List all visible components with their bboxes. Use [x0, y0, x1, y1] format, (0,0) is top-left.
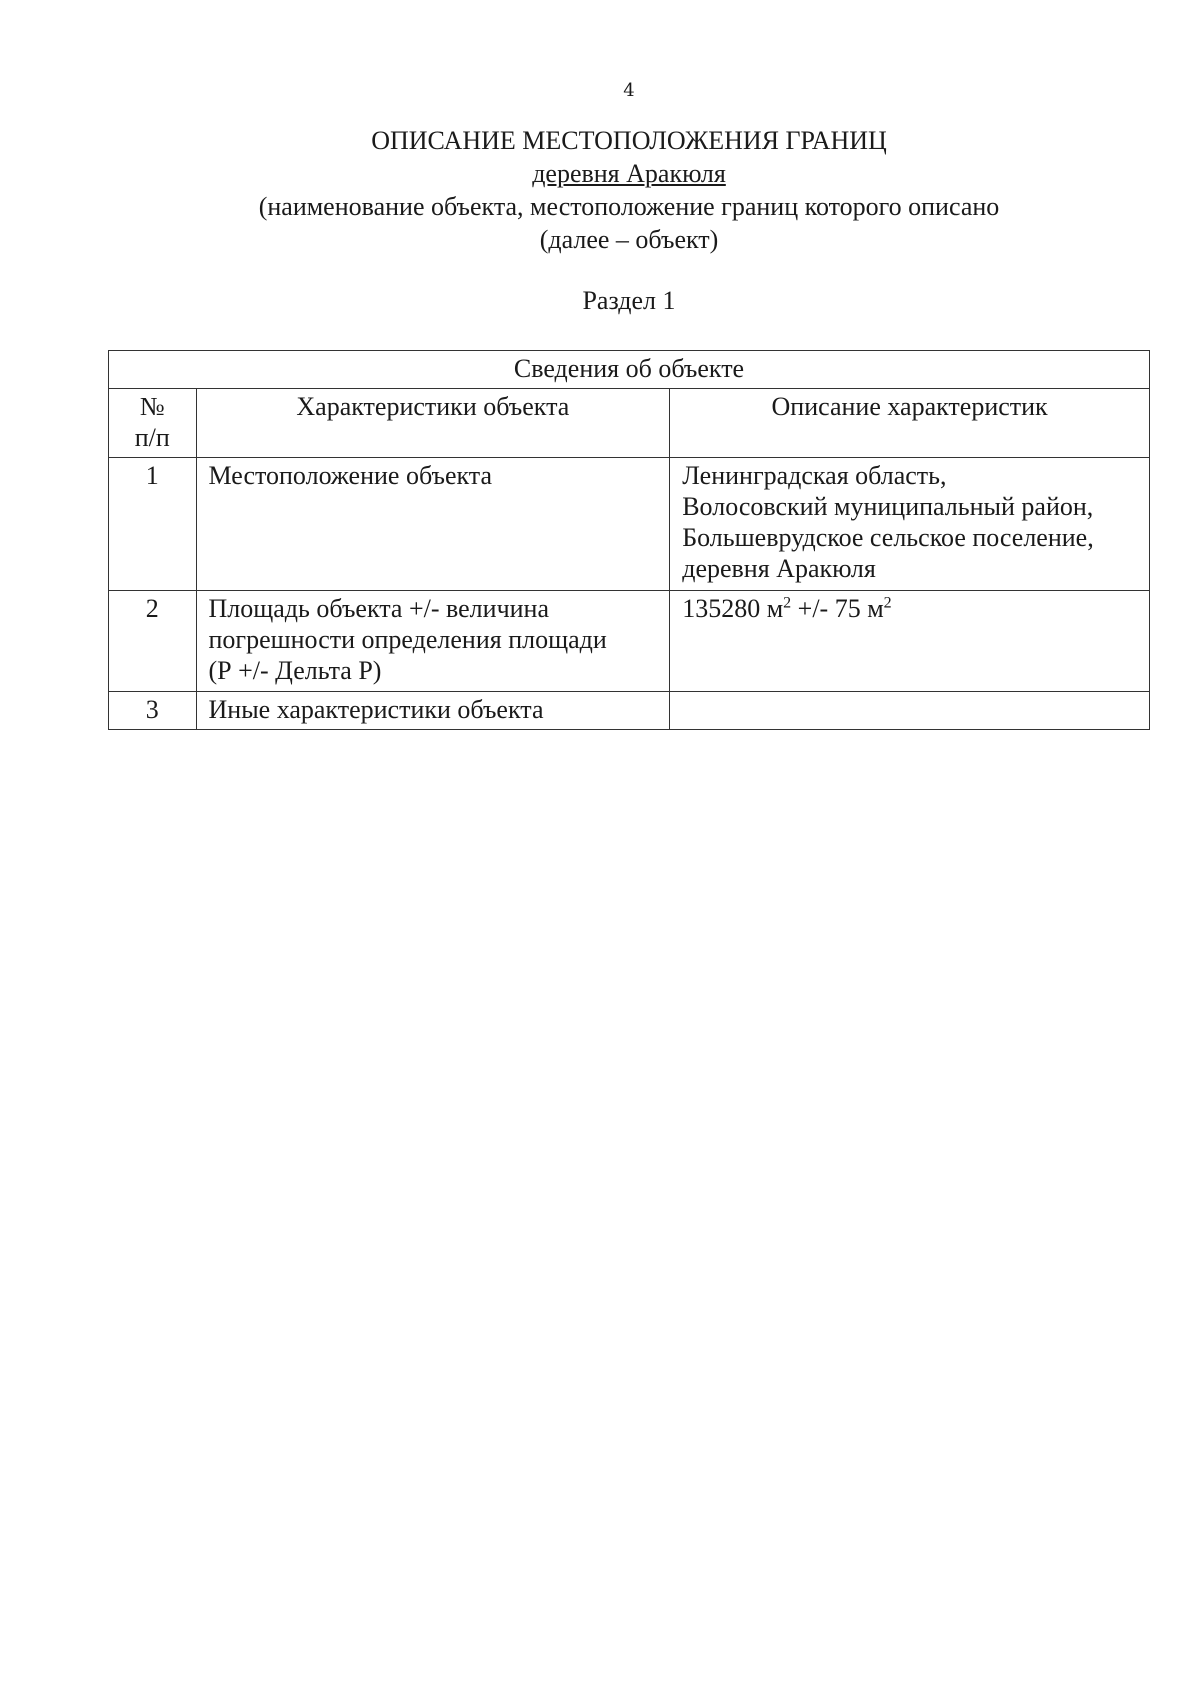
document-title: ОПИСАНИЕ МЕСТОПОЛОЖЕНИЯ ГРАНИЦ	[371, 126, 887, 155]
header-num	[109, 389, 197, 458]
row-num: 3	[109, 692, 197, 730]
characteristic-line: погрешности определения площади	[208, 625, 607, 654]
description-line: Большеврудское сельское поселение,	[682, 523, 1094, 552]
header-num-line-1: №	[139, 392, 165, 421]
object-caption-line-1: (наименование объекта, местоположение границ которого описано	[258, 192, 1000, 221]
row-characteristic: Местоположение объекта	[196, 458, 670, 591]
object-name	[0, 157, 1200, 190]
area-unit-exponent: 2	[783, 594, 792, 612]
row-description	[670, 458, 1150, 591]
section-title: Раздел 1	[582, 286, 676, 315]
characteristic-line: (Р +/- Дельта Р)	[208, 656, 382, 685]
table-row	[109, 591, 1150, 692]
area-tolerance: +/- 75 м	[791, 594, 884, 623]
table-row	[109, 458, 1150, 591]
table-caption-row	[109, 351, 1150, 389]
object-name-text: деревня Аракюля	[532, 159, 726, 188]
table-caption: Сведения об объекте	[109, 351, 1150, 389]
header-description: Описание характеристик	[670, 389, 1150, 458]
description-line: деревня Аракюля	[682, 554, 876, 583]
row-characteristic: Иные характеристики объекта	[196, 692, 670, 730]
header-characteristics: Характеристики объекта	[196, 389, 670, 458]
header-num-line-2: п/п	[134, 423, 170, 452]
row-description	[670, 692, 1150, 730]
row-description	[670, 591, 1150, 692]
row-num: 2	[109, 591, 197, 692]
object-info-table	[108, 350, 1150, 730]
tolerance-unit-exponent: 2	[883, 594, 892, 612]
table-row	[109, 692, 1150, 730]
description-line: Ленинградская область,	[682, 461, 947, 490]
object-caption-line-2: (далее – объект)	[539, 225, 719, 254]
characteristic-line: Площадь объекта +/- величина	[208, 594, 550, 623]
row-characteristic	[196, 591, 670, 692]
description-line: Волосовский муниципальный район,	[682, 492, 1094, 521]
table-header-row	[109, 389, 1150, 458]
row-num: 1	[109, 458, 197, 591]
page-number: 4	[623, 80, 635, 101]
area-value: 135280 м	[682, 594, 784, 623]
